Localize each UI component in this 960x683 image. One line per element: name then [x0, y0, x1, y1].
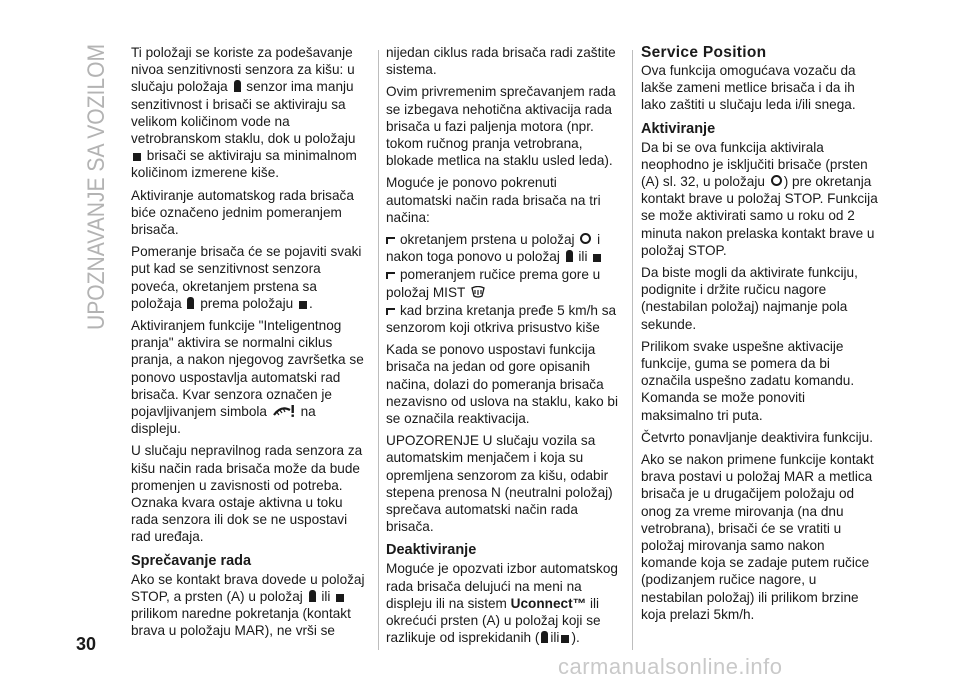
- wiper-low-sensitivity-icon: [336, 594, 344, 602]
- section-heading: Sprečavanje rada: [131, 552, 252, 569]
- wiper-high-sensitivity-icon: [566, 250, 573, 262]
- list-item: kad brzina kretanja pređe 5 km/h sa senzorom koji otkriva prisustvo kiše: [386, 302, 617, 336]
- wiper-low-sensitivity-icon: [299, 301, 307, 309]
- paragraph: Ova funkcija omogućava vozaču da lakše zameni metlice brisača i da ih lako zaštiti u slučaju leda i/ili snega.: [641, 63, 856, 113]
- bullet-icon: [386, 271, 396, 279]
- paragraph: Ti položaji se koriste za podešavanje nivoa senzitivnosti senzora za kišu: u slučaju položaja senzor ima manju senzitivnost i brisači se aktiviraju sa velikom količinom vode na vetrobranskom staklu, dok u položaju brisači se aktiviraju sa minimalnom količinom izmerene kiše.: [131, 45, 357, 181]
- wiper-high-sensitivity-icon: [234, 80, 241, 92]
- text-column-1: [131, 44, 367, 645]
- section-title-vertical: [80, 42, 110, 332]
- list-item: pomeranjem ručice prema gore u položaj MIST: [386, 267, 601, 300]
- page-number: 30: [76, 634, 97, 654]
- section-heading: Service Position: [641, 44, 767, 61]
- paragraph: Ako se nakon primene funkcije kontakt brava postavi u položaj MAR a metlica brisača je u drugačijem položaju od onog za vreme mirovanja (na dnu vetrobrana), brisači će se vratiti u položaj mirovanja samo nakon komande koja se zadaje putem ručice (podizanjem ručice nagore, u nestabilan položaj) ili prilikom brzine koja prelazi 5km/h.: [641, 452, 874, 622]
- text-column-3: [641, 44, 881, 628]
- paragraph: Prilikom svake uspešne aktivacije funkcije, guma se pomera da bi označila uspešno zadatu komandu. Komanda se može ponoviti maksimalno tri puta.: [641, 338, 855, 423]
- wiper-low-sensitivity-icon: [133, 153, 141, 161]
- rain-sensor-fault-icon: [273, 404, 295, 418]
- paragraph: Moguće je opozvati izbor automatskog rada brisača delujući na meni na displeju ili na sistem Uconnect™ ili okrećući prsten (A) u položaj koji se razlikuje od isprekidanih ( ili ).: [386, 561, 618, 646]
- paragraph: Moguće je ponovo pokrenuti automatski način rada brisača na tri načina:: [386, 175, 601, 225]
- paragraph: Četvrto ponavljanje deaktivira funkciju.: [641, 429, 873, 445]
- bullet-icon: [386, 236, 396, 244]
- list-item: okretanjem prstena u položaj i nakon toga ponovo u položaj ili: [386, 232, 601, 265]
- paragraph: nijedan ciklus rada brisača radi zaštite sistema.: [386, 45, 616, 78]
- paragraph: Aktiviranjem funkcije "Inteligentnog pranja" aktivira se normalni ciklus pranja, a nakon njegovog završetka se ponovo uspostavlja automatski rad brisača. Kvar senzora označen je pojavljivanjem simbola na displeju.: [131, 318, 364, 437]
- wiper-high-sensitivity-icon: [309, 590, 316, 602]
- paragraph: Pomeranje brisača će se pojaviti svaki put kad se senzitivnost senzora poveća, okretanjem prstena sa položaja prema položaju .: [131, 244, 362, 311]
- off-ring-icon: [771, 175, 782, 186]
- wiper-low-sensitivity-icon: [561, 635, 569, 643]
- paragraph: Ako se kontakt brava dovede u položaj STOP, a prsten (A) u položaj ili prilikom naredne pokretanja (kontakt brava u položaju MAR), ne vrši se: [131, 571, 365, 639]
- text-column-2: [386, 44, 622, 652]
- paragraph: Kada se ponovo uspostavi funkcija brisača na jedan od gore opisanih načina, dolazi do pomeranja brisača nezavisno od uslova na staklu, kako bi se označila reaktivacija.: [386, 342, 618, 427]
- section-heading: Deaktiviranje: [386, 542, 477, 559]
- bullet-icon: [386, 307, 396, 315]
- section-title-text: UPOZNAVANJE SA VOZILOM: [83, 42, 110, 330]
- paragraph: Aktiviranje automatskog rada brisača biće označeno jednim pomeranjem brisača.: [131, 187, 354, 238]
- wiper-low-sensitivity-icon: [593, 254, 601, 262]
- off-ring-icon: [580, 233, 591, 244]
- paragraph: Da bi se ova funkcija aktivirala neophodno je isključiti brisače (prsten (A) sl. 32, u položaju ) pre okretanja kontakt brave u položaj STOP. Funkcija se može aktivirati samo u roku od 2 minuta nakon prelaska kontakt brave u položaj STOP.: [641, 139, 878, 258]
- wiper-high-sensitivity-icon: [187, 297, 194, 309]
- watermark: carmanualsonline.info: [558, 654, 783, 679]
- wiper-high-sensitivity-icon: [541, 631, 548, 643]
- mist-icon: [471, 286, 485, 299]
- paragraph: Da biste mogli da aktivirate funkciju, podignite i držite ručicu nagore (nestabilan položaj) najmanje pola sekunde.: [641, 265, 858, 332]
- paragraph: Ovim privremenim sprečavanjem rada se izbegava nehotična aktivacija rada brisača u fazi paljenja motora (npr. tokom ručnog pranja vetrobrana, blokade metlica na staklu usled leda).: [386, 84, 616, 169]
- paragraph: U slučaju nepravilnog rada senzora za kišu način rada brisača može da bude promenjen u zavisnosti od potreba. Oznaka kvara ostaje aktivna u toku rada senzora ili dok se ne uspostavi rad uređaja.: [131, 443, 363, 545]
- section-heading: Aktiviranje: [641, 120, 716, 137]
- column-divider: [378, 50, 379, 650]
- column-divider: [632, 50, 633, 650]
- paragraph: UPOZORENJE U slučaju vozila sa automatskim menjačem i koja su opremljena senzorom za kišu, odabir stepena prenosa N (neutralni položaj) sprečava automatski način rada brisača.: [386, 433, 613, 535]
